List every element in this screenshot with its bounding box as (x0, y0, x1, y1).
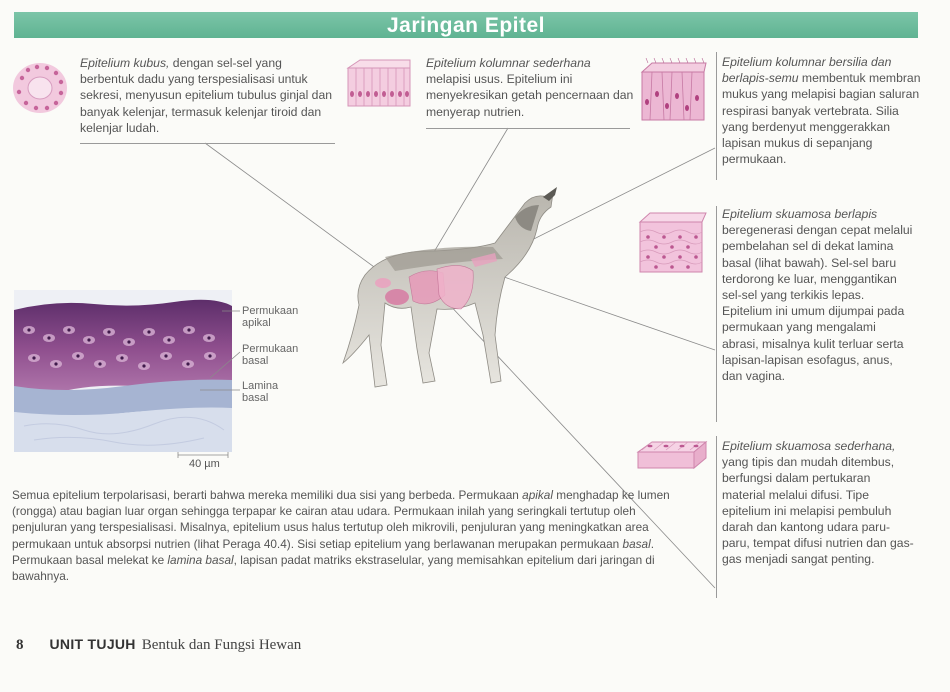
page-footer (16, 636, 301, 654)
section-banner: Jaringan Epitel (14, 12, 918, 38)
body-italic-apikal: apikal (522, 488, 553, 502)
body-part-2: menghadap ke lumen (rongga) atau bagian luar organ sehingga terpapar ke cairan atau udara. Permukaan inilah yang seringkali tertutup oleh penjuluran yang terspesialisasi. Misalnya, epitelium usus halus tertutup oleh mikrovili, penjuluran yang meningkatkan area permukaan untuk absorpsi nutrien (lihat Peraga 40.4). Sisi setiap epitelium yang berlawanan merupakan permukaan (12, 488, 670, 551)
pseudostratified-name: Epitelium kolumnar bersilia dan berlapis-semu (722, 55, 892, 86)
stratified-squamous-text: beregenerasi dengan cepat melalui pembelahan sel di dekat lamina basal (lihat bawah). Sel-sel baru terdorong ke luar, menggantikan sel-sel yang terkikis lepas. Epitelium ini umum dijumpai pada permukaan yang mengalami abrasi, misalnya kulit terluar serta lapisan-lapisan esofagus, anus, dan vagina. (722, 223, 913, 384)
cuboidal-name: Epitelium kubus, (80, 56, 170, 70)
simple-squamous-name: Epitelium skuamosa sederhana, (722, 439, 896, 453)
body-italic-basal: basal (622, 536, 651, 551)
body-italic-lamina-basal: lamina basal (167, 552, 234, 567)
unit-label: UNIT TUJUH (49, 636, 136, 652)
unit-subtitle: Bentuk dan Fungsi Hewan (141, 637, 302, 653)
body-part-4: , lapisan padat matriks ekstraselular, yang memisahkan epitelium dari jaringan di bawahnya. (12, 552, 655, 584)
pseudostratified-text: membentuk membran mukus yang melapisi bagian saluran respirasi banyak vertebrata. Silia yang berdenyut menggerakkan lapisan mukus di sepanjang permukaan. (722, 71, 921, 167)
label-basal-surface: Permukaan basal (242, 343, 299, 367)
page-number: 8 (16, 637, 24, 653)
body-part-1: Semua epitelium terpolarisasi, berarti bahwa mereka memiliki dua sisi yang berbeda. Permukaan (12, 488, 523, 502)
label-basal-lamina: Lamina basal (242, 380, 279, 404)
stratified-squamous-name: Epitelium skuamosa berlapis (722, 207, 878, 221)
scale-bar-label: 40 µm (189, 458, 220, 470)
simple-squamous-text: yang tipis dan mudah ditembus, berfungsi dalam pertukaran material melalui difusi. Tipe epitelium ini melapisi pembuluh darah dan kantong udara paru-paru, tempat difusi nutrien dan gas-gas menjadi sangat penting. (722, 455, 914, 567)
simple-columnar-name: Epitelium kolumnar sederhana (426, 56, 591, 70)
simple-columnar-text: melapisi usus. Epitelium ini menyekresikan getah pencernaan dan menyerap nutrien. (426, 72, 634, 119)
label-apical-surface: Permukaan apikal (242, 305, 299, 329)
cuboidal-text: dengan sel-sel yang berbentuk dadu yang terspesialisasi untuk sekresi, menyusun epitelium tubulus ginjal dan banyak kelenjar, termasuk kelenjar tiroid dan kelenjar ludah. (80, 56, 333, 135)
body-paragraph (12, 487, 680, 584)
body-part-3: . Permukaan basal melekat ke (12, 536, 654, 567)
